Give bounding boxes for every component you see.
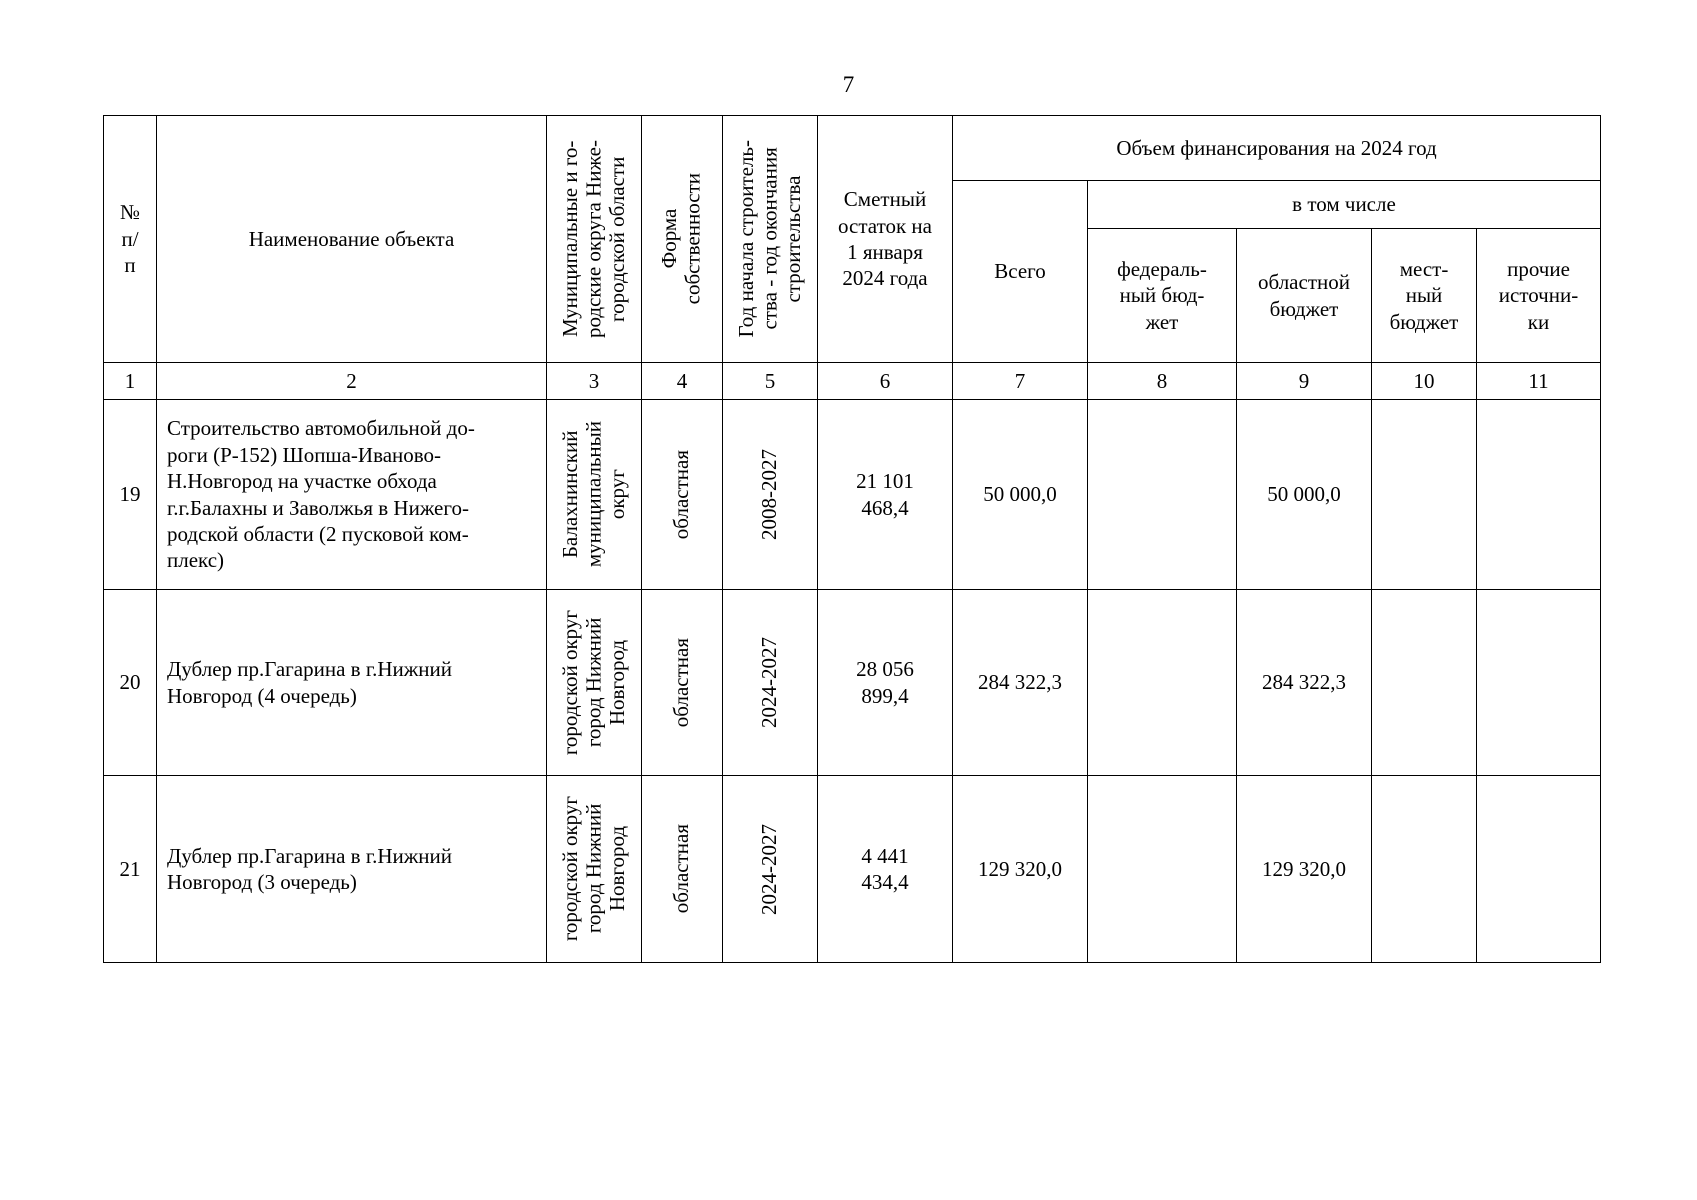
row-local xyxy=(1372,590,1477,776)
table-row xyxy=(104,400,1601,590)
row-federal xyxy=(1088,776,1237,963)
row-municipality: городской округ город Нижний Новгород xyxy=(557,796,629,942)
header-years: Год начала строитель- ства - год окончания строительства xyxy=(733,140,805,338)
row-ownership: областная xyxy=(669,449,694,540)
column-number: 5 xyxy=(723,363,818,400)
row-years: 2024-2027 xyxy=(757,637,782,728)
header-total: Всего xyxy=(953,181,1088,363)
row-name: Дублер пр.Гагарина в г.Нижний Новгород (4 очередь) xyxy=(157,590,547,776)
row-municipality: Балахнинский муниципальный округ xyxy=(557,421,629,568)
row-regional: 129 320,0 xyxy=(1237,776,1372,963)
column-number: 7 xyxy=(953,363,1088,400)
header-other: прочие источни- ки xyxy=(1477,229,1601,363)
row-local xyxy=(1372,400,1477,590)
table-row xyxy=(104,590,1601,776)
column-number: 11 xyxy=(1477,363,1601,400)
row-estimate: 21 101 468,4 xyxy=(818,400,953,590)
row-regional: 50 000,0 xyxy=(1237,400,1372,590)
column-number: 3 xyxy=(547,363,642,400)
table-row xyxy=(104,776,1601,963)
column-number: 4 xyxy=(642,363,723,400)
row-no: 20 xyxy=(104,590,157,776)
row-no: 21 xyxy=(104,776,157,963)
row-estimate: 4 441 434,4 xyxy=(818,776,953,963)
row-total: 50 000,0 xyxy=(953,400,1088,590)
column-number: 6 xyxy=(818,363,953,400)
column-number: 1 xyxy=(104,363,157,400)
header-ownership: Форма собственности xyxy=(657,173,705,305)
column-number: 8 xyxy=(1088,363,1237,400)
header-regional: областной бюджет xyxy=(1237,229,1372,363)
row-name: Дублер пр.Гагарина в г.Нижний Новгород (3 очередь) xyxy=(157,776,547,963)
header-municipality-cell xyxy=(547,116,642,363)
page-number: 7 xyxy=(842,72,855,97)
row-years-cell xyxy=(723,400,818,590)
row-years: 2024-2027 xyxy=(757,823,782,915)
header-row-1 xyxy=(104,116,1601,181)
row-municipality-cell xyxy=(547,776,642,963)
row-years-cell xyxy=(723,776,818,963)
row-ownership: областная xyxy=(669,637,694,728)
header-municipality: Муниципальные и го- родские округа Ниже- городской области xyxy=(557,140,629,338)
row-other xyxy=(1477,400,1601,590)
header-financing: Объем финансирования на 2024 год xyxy=(953,116,1601,181)
column-number: 2 xyxy=(157,363,547,400)
row-other xyxy=(1477,590,1601,776)
column-number-row xyxy=(104,363,1601,400)
row-regional: 284 322,3 xyxy=(1237,590,1372,776)
row-no: 19 xyxy=(104,400,157,590)
row-ownership-cell xyxy=(642,776,723,963)
row-federal xyxy=(1088,590,1237,776)
column-number: 9 xyxy=(1237,363,1372,400)
row-years-cell xyxy=(723,590,818,776)
row-total: 129 320,0 xyxy=(953,776,1088,963)
row-other xyxy=(1477,776,1601,963)
row-ownership: областная xyxy=(669,824,694,914)
row-local xyxy=(1372,776,1477,963)
header-estimate: Сметный остаток на 1 января 2024 года xyxy=(818,116,953,363)
header-years-cell xyxy=(723,116,818,363)
row-federal xyxy=(1088,400,1237,590)
header-name: Наименование объекта xyxy=(157,116,547,363)
row-total: 284 322,3 xyxy=(953,590,1088,776)
row-estimate: 28 056 899,4 xyxy=(818,590,953,776)
header-ownership-cell xyxy=(642,116,723,363)
row-years: 2008-2027 xyxy=(757,449,782,540)
row-ownership-cell xyxy=(642,400,723,590)
row-name: Строительство автомобильной до- роги (Р-152) Шопша-Иваново- Н.Новгород на участке обхода г.г.Балахны и Заволжья в Нижего- родской области (2 пусковой ком- плекс) xyxy=(157,400,547,590)
financing-table xyxy=(103,115,1601,963)
header-local: мест- ный бюджет xyxy=(1372,229,1477,363)
row-municipality: городской округ город Нижний Новгород xyxy=(557,609,629,756)
header-no: № п/ п xyxy=(104,116,157,363)
header-including: в том числе xyxy=(1088,181,1601,229)
header-federal: федераль- ный бюд- жет xyxy=(1088,229,1237,363)
row-ownership-cell xyxy=(642,590,723,776)
column-number: 10 xyxy=(1372,363,1477,400)
row-municipality-cell xyxy=(547,400,642,590)
row-municipality-cell xyxy=(547,590,642,776)
